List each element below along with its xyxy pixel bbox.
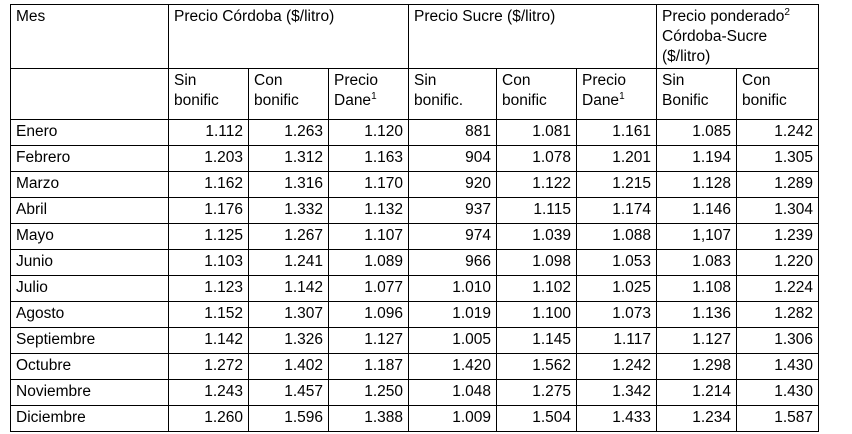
subheader-line2: Dane <box>582 92 620 110</box>
subheader-cordoba-con-bonific <box>249 69 329 120</box>
subheader-line2: bonific <box>742 92 787 110</box>
row-cell: 1.307 <box>249 302 329 328</box>
row-cell: 1.306 <box>737 328 819 354</box>
row-cell: 1.241 <box>249 250 329 276</box>
row-cell: 1.107 <box>329 224 409 250</box>
row-cell: 1.304 <box>737 198 819 224</box>
row-cell: 1.239 <box>737 224 819 250</box>
row-cell: 1.267 <box>249 224 329 250</box>
row-label: Enero <box>11 120 169 146</box>
subheader-line2: Dane <box>334 92 372 110</box>
row-cell: 1.272 <box>169 354 249 380</box>
row-cell: 1.103 <box>169 250 249 276</box>
row-cell: 904 <box>409 146 497 172</box>
table-row <box>11 302 819 328</box>
row-cell: 1.078 <box>497 146 577 172</box>
row-cell: 1.562 <box>497 354 577 380</box>
subheader-sucre-sin-bonific <box>409 69 497 120</box>
header-precio-ponderado <box>657 5 819 69</box>
row-cell: 1.048 <box>409 380 497 406</box>
row-cell: 1.102 <box>497 276 577 302</box>
row-cell: 1.108 <box>657 276 737 302</box>
row-cell: 1.420 <box>409 354 497 380</box>
subheader-sucre-precio-dane <box>577 69 657 120</box>
subheader-line1: Sin <box>662 72 685 90</box>
table-row <box>11 120 819 146</box>
row-label: Mayo <box>11 224 169 250</box>
row-label: Diciembre <box>11 406 169 432</box>
row-cell: 1.142 <box>169 328 249 354</box>
subheader-line1: Precio <box>334 72 378 90</box>
subheader-line1: Con <box>254 72 283 90</box>
row-cell: 1.117 <box>577 328 657 354</box>
row-cell: 1.085 <box>657 120 737 146</box>
row-cell: 1.250 <box>329 380 409 406</box>
row-cell: 881 <box>409 120 497 146</box>
subheader-line2: bonific. <box>414 92 464 110</box>
row-cell: 1.122 <box>497 172 577 198</box>
row-cell: 1.587 <box>737 406 819 432</box>
row-cell: 1.132 <box>329 198 409 224</box>
row-cell: 1.146 <box>657 198 737 224</box>
row-cell: 1.332 <box>249 198 329 224</box>
row-cell: 1.187 <box>329 354 409 380</box>
row-cell: 1.342 <box>577 380 657 406</box>
subheader-line2: bonific <box>502 92 547 110</box>
subheader-cordoba-precio-dane <box>329 69 409 120</box>
table-row <box>11 328 819 354</box>
row-cell: 1.242 <box>737 120 819 146</box>
row-cell: 1.136 <box>657 302 737 328</box>
subheader-line1: Precio <box>582 72 626 90</box>
table-row <box>11 406 819 432</box>
row-cell: 1.096 <box>329 302 409 328</box>
subheader-ponderado-sin-bonific <box>657 69 737 120</box>
row-cell: 1.275 <box>497 380 577 406</box>
row-label: Febrero <box>11 146 169 172</box>
row-cell: 1.242 <box>577 354 657 380</box>
row-cell: 1.214 <box>657 380 737 406</box>
table-row <box>11 146 819 172</box>
row-cell: 1.234 <box>657 406 737 432</box>
row-cell: 1.010 <box>409 276 497 302</box>
row-cell: 1.176 <box>169 198 249 224</box>
row-label: Noviembre <box>11 380 169 406</box>
row-cell: 1.170 <box>329 172 409 198</box>
row-cell: 1.125 <box>169 224 249 250</box>
row-label: Agosto <box>11 302 169 328</box>
row-cell: 966 <box>409 250 497 276</box>
row-cell: 1.088 <box>577 224 657 250</box>
row-cell: 1.305 <box>737 146 819 172</box>
row-cell: 1.127 <box>329 328 409 354</box>
subheader-superscript: 1 <box>619 91 625 103</box>
row-cell: 1.039 <box>497 224 577 250</box>
row-cell: 1.263 <box>249 120 329 146</box>
row-cell: 1.243 <box>169 380 249 406</box>
row-cell: 1.128 <box>657 172 737 198</box>
row-label: Julio <box>11 276 169 302</box>
row-cell: 1.019 <box>409 302 497 328</box>
header-precio-ponderado-label2: Córdoba-Sucre ($/litro) <box>662 27 768 65</box>
row-label: Marzo <box>11 172 169 198</box>
row-cell: 1.073 <box>577 302 657 328</box>
header-precio-sucre: Precio Sucre ($/litro) <box>409 5 657 69</box>
subheader-line1: Sin <box>174 72 197 90</box>
table-row <box>11 172 819 198</box>
row-cell: 1.005 <box>409 328 497 354</box>
row-cell: 1.260 <box>169 406 249 432</box>
row-cell: 1.089 <box>329 250 409 276</box>
row-cell: 1.081 <box>497 120 577 146</box>
row-cell: 1.142 <box>249 276 329 302</box>
table-sub-header-row <box>11 69 819 120</box>
row-cell: 974 <box>409 224 497 250</box>
row-cell: 1.316 <box>249 172 329 198</box>
row-cell: 1,107 <box>657 224 737 250</box>
row-cell: 1.596 <box>249 406 329 432</box>
subheader-sucre-con-bonific <box>497 69 577 120</box>
row-label: Abril <box>11 198 169 224</box>
header-precio-ponderado-label: Precio ponderado <box>662 8 785 25</box>
table-row <box>11 198 819 224</box>
row-cell: 1.174 <box>577 198 657 224</box>
subheader-line1: Sin <box>414 72 437 90</box>
row-cell: 937 <box>409 198 497 224</box>
row-label: Junio <box>11 250 169 276</box>
row-cell: 1.220 <box>737 250 819 276</box>
table-row <box>11 250 819 276</box>
prices-table <box>10 4 819 432</box>
row-cell: 1.388 <box>329 406 409 432</box>
row-cell: 1.163 <box>329 146 409 172</box>
subheader-line2: bonific <box>254 92 299 110</box>
row-cell: 1.430 <box>737 380 819 406</box>
subheader-line1: Con <box>742 72 771 90</box>
row-cell: 1.127 <box>657 328 737 354</box>
row-cell: 1.289 <box>737 172 819 198</box>
row-cell: 1.433 <box>577 406 657 432</box>
row-cell: 1.083 <box>657 250 737 276</box>
row-cell: 1.123 <box>169 276 249 302</box>
subheader-blank <box>11 69 169 120</box>
row-cell: 1.312 <box>249 146 329 172</box>
row-cell: 1.504 <box>497 406 577 432</box>
header-precio-cordoba: Precio Córdoba ($/litro) <box>169 5 409 69</box>
row-label: Octubre <box>11 354 169 380</box>
subheader-line2: Bonific <box>662 92 709 110</box>
table-row <box>11 224 819 250</box>
row-cell: 1.298 <box>657 354 737 380</box>
row-cell: 1.098 <box>497 250 577 276</box>
row-cell: 1.282 <box>737 302 819 328</box>
row-cell: 1.100 <box>497 302 577 328</box>
row-cell: 1.053 <box>577 250 657 276</box>
row-cell: 1.161 <box>577 120 657 146</box>
table-row <box>11 354 819 380</box>
row-cell: 1.194 <box>657 146 737 172</box>
subheader-ponderado-con-bonific <box>737 69 819 120</box>
row-cell: 1.224 <box>737 276 819 302</box>
header-precio-ponderado-superscript: 2 <box>784 6 790 18</box>
table-row <box>11 380 819 406</box>
row-cell: 1.120 <box>329 120 409 146</box>
row-cell: 1.457 <box>249 380 329 406</box>
row-cell: 920 <box>409 172 497 198</box>
row-cell: 1.203 <box>169 146 249 172</box>
subheader-cordoba-sin-bonific <box>169 69 249 120</box>
row-cell: 1.402 <box>249 354 329 380</box>
row-cell: 1.326 <box>249 328 329 354</box>
row-cell: 1.152 <box>169 302 249 328</box>
row-cell: 1.025 <box>577 276 657 302</box>
row-cell: 1.009 <box>409 406 497 432</box>
row-cell: 1.077 <box>329 276 409 302</box>
subheader-superscript: 1 <box>371 91 377 103</box>
table-group-header-row <box>11 5 819 69</box>
row-cell: 1.215 <box>577 172 657 198</box>
row-cell: 1.112 <box>169 120 249 146</box>
subheader-line1: Con <box>502 72 531 90</box>
row-cell: 1.145 <box>497 328 577 354</box>
row-cell: 1.162 <box>169 172 249 198</box>
row-cell: 1.430 <box>737 354 819 380</box>
row-cell: 1.201 <box>577 146 657 172</box>
subheader-line2: bonific <box>174 92 219 110</box>
table-row <box>11 276 819 302</box>
header-mes: Mes <box>11 5 169 69</box>
row-cell: 1.115 <box>497 198 577 224</box>
row-label: Septiembre <box>11 328 169 354</box>
